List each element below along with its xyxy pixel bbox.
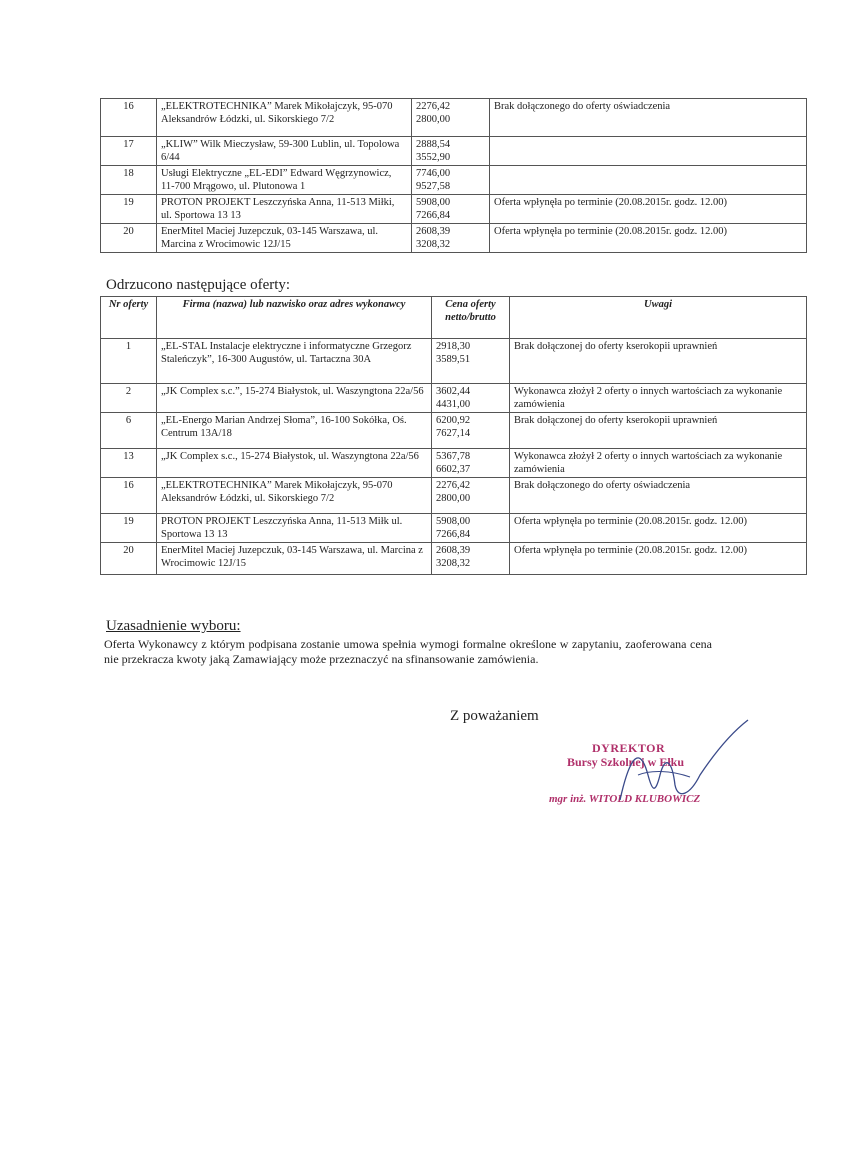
table-row: [101, 413, 807, 449]
offer-number: 19: [101, 195, 157, 224]
offer-note: [490, 137, 807, 166]
offer-number: 18: [101, 166, 157, 195]
price-netto: 2608,39: [436, 545, 471, 556]
price-netto: 5908,00: [416, 197, 451, 208]
price-netto: 2608,39: [416, 226, 451, 237]
contractor-name-address: „EL-Energo Marian Andrzej Słoma”, 16-100 Sokółka, Oś. Centrum 13A/18: [157, 413, 432, 449]
offer-note: Wykonawca złożył 2 oferty o innych wartościach za wykonanie zamówienia: [510, 384, 807, 413]
price-netto: 5367,78: [436, 451, 471, 462]
price-netto: 2918,30: [436, 341, 471, 352]
offer-note: Brak dołączonego do oferty oświadczenia: [490, 99, 807, 137]
rejected-table-body: [101, 339, 807, 575]
table-row: [101, 195, 807, 224]
table-row: [101, 543, 807, 575]
offer-price: [412, 224, 490, 253]
offer-number: 6: [101, 413, 157, 449]
table-row: [101, 137, 807, 166]
offer-note: Oferta wpłynęła po terminie (20.08.2015r. godz. 12.00): [510, 514, 807, 543]
price-brutto: 4431,00: [436, 399, 471, 410]
contractor-name-address: „JK Complex s.c.”, 15-274 Białystok, ul. Waszyngtona 22a/56: [157, 384, 432, 413]
table-row: [101, 99, 807, 137]
offers-table-continued: [100, 98, 807, 253]
offer-number: 16: [101, 478, 157, 514]
contractor-name-address: PROTON PROJEKT Leszczyńska Anna, 11-513 Miłk ul. Sportowa 13 13: [157, 514, 432, 543]
offer-price: [432, 413, 510, 449]
offer-note: Oferta wpłynęła po terminie (20.08.2015r. godz. 12.00): [510, 543, 807, 575]
contractor-name-address: PROTON PROJEKT Leszczyńska Anna, 11-513 Miłki, ul. Sportowa 13 13: [157, 195, 412, 224]
stamp-name: mgr inż. WITOLD KLUBOWICZ: [549, 793, 701, 805]
table-row: [101, 478, 807, 514]
price-brutto: 3208,32: [436, 558, 471, 569]
contractor-name-address: EnerMitel Maciej Juzepczuk, 03-145 Warszawa, ul. Marcina z Wrocimowic 12J/15: [157, 543, 432, 575]
header-firm: Firma (nazwa) lub nazwisko oraz adres wykonawcy: [157, 297, 432, 339]
offer-price: [432, 384, 510, 413]
offer-note: Brak dołączonego do oferty oświadczenia: [510, 478, 807, 514]
offer-number: 20: [101, 543, 157, 575]
price-brutto: 2800,00: [416, 114, 451, 125]
contractor-name-address: „ELEKTROTECHNIKA” Marek Mikołajczyk, 95-070 Aleksandrów Łódzki, ul. Sikorskiego 7/2: [157, 99, 412, 137]
rejected-heading: Odrzucono następujące oferty:: [106, 277, 291, 293]
offer-price: [412, 195, 490, 224]
offer-price: [432, 478, 510, 514]
price-netto: 5908,00: [436, 516, 471, 527]
offer-number: 2: [101, 384, 157, 413]
price-brutto: 7266,84: [416, 210, 451, 221]
stamp-institution: Bursy Szkolnej w Ełku: [567, 755, 685, 769]
header-note: Uwagi: [510, 297, 807, 339]
price-netto: 2276,42: [436, 480, 471, 491]
justification-heading: Uzasadnienie wyboru:: [106, 618, 241, 634]
offer-number: 13: [101, 449, 157, 478]
table-row: [101, 224, 807, 253]
contractor-name-address: „JK Complex s.c., 15-274 Białystok, ul. Waszyngtona 22a/56: [157, 449, 432, 478]
regards-text: Z poważaniem: [450, 708, 539, 724]
price-brutto: 7266,84: [436, 529, 471, 540]
header-price: Cena oferty netto/brutto: [432, 297, 510, 339]
contractor-name-address: „KLIW” Wilk Mieczysław, 59-300 Lublin, ul. Topolowa 6/44: [157, 137, 412, 166]
offer-price: [412, 99, 490, 137]
price-brutto: 2800,00: [436, 493, 471, 504]
contractor-name-address: „ELEKTROTECHNIKA” Marek Mikołajczyk, 95-070 Aleksandrów Łódzki, ul. Sikorskiego 7/2: [157, 478, 432, 514]
stamp-title: DYREKTOR: [592, 741, 666, 755]
offer-price: [432, 543, 510, 575]
offer-note: Oferta wpłynęła po terminie (20.08.2015r. godz. 12.00): [490, 224, 807, 253]
offer-price: [412, 166, 490, 195]
contractor-name-address: EnerMitel Maciej Juzepczuk, 03-145 Warszawa, ul. Marcina z Wrocimowic 12J/15: [157, 224, 412, 253]
offer-note: Brak dołączonej do oferty kserokopii uprawnień: [510, 413, 807, 449]
table-row: [101, 339, 807, 384]
price-netto: 7746,00: [416, 168, 451, 179]
price-brutto: 6602,37: [436, 464, 471, 475]
offer-note: [490, 166, 807, 195]
offer-number: 19: [101, 514, 157, 543]
offer-number: 1: [101, 339, 157, 384]
table-row: [101, 384, 807, 413]
justification-text: Oferta Wykonawcy z którym podpisana zostanie umowa spełnia wymogi formalne określone w zapytaniu, zaoferowana cena nie przekracza kwoty jaką Zamawiający może przeznaczyć na sfinansowanie zamówienia.: [104, 637, 712, 666]
offer-price: [432, 514, 510, 543]
handwritten-signature: [560, 715, 760, 815]
header-nr: Nr oferty: [101, 297, 157, 339]
price-brutto: 3589,51: [436, 354, 471, 365]
price-netto: 6200,92: [436, 415, 471, 426]
offer-number: 17: [101, 137, 157, 166]
offer-price: [432, 449, 510, 478]
contractor-name-address: „EL-STAL Instalacje elektryczne i informatyczne Grzegorz Staleńczyk”, 16-300 Augustów, ul. Tartaczna 30A: [157, 339, 432, 384]
offer-note: Brak dołączonej do oferty kserokopii uprawnień: [510, 339, 807, 384]
offer-number: 16: [101, 99, 157, 137]
rejected-offers-table: [100, 296, 807, 575]
offer-note: Oferta wpłynęła po terminie (20.08.2015r. godz. 12.00): [490, 195, 807, 224]
offers-table-body: [101, 99, 807, 253]
offer-number: 20: [101, 224, 157, 253]
price-netto: 3602,44: [436, 386, 471, 397]
contractor-name-address: Usługi Elektryczne „EL-EDI” Edward Węgrzynowicz, 11-700 Mrągowo, ul. Plutonowa 1: [157, 166, 412, 195]
price-brutto: 3552,90: [416, 152, 451, 163]
offer-price: [412, 137, 490, 166]
table-row: [101, 449, 807, 478]
offer-note: Wykonawca złożył 2 oferty o innych wartościach za wykonanie zamówienia: [510, 449, 807, 478]
price-brutto: 7627,14: [436, 428, 471, 439]
rejected-table-header-row: [101, 297, 807, 339]
price-brutto: 9527,58: [416, 181, 451, 192]
price-brutto: 3208,32: [416, 239, 451, 250]
table-row: [101, 166, 807, 195]
price-netto: 2276,42: [416, 101, 451, 112]
price-netto: 2888,54: [416, 139, 451, 150]
offer-price: [432, 339, 510, 384]
table-row: [101, 514, 807, 543]
